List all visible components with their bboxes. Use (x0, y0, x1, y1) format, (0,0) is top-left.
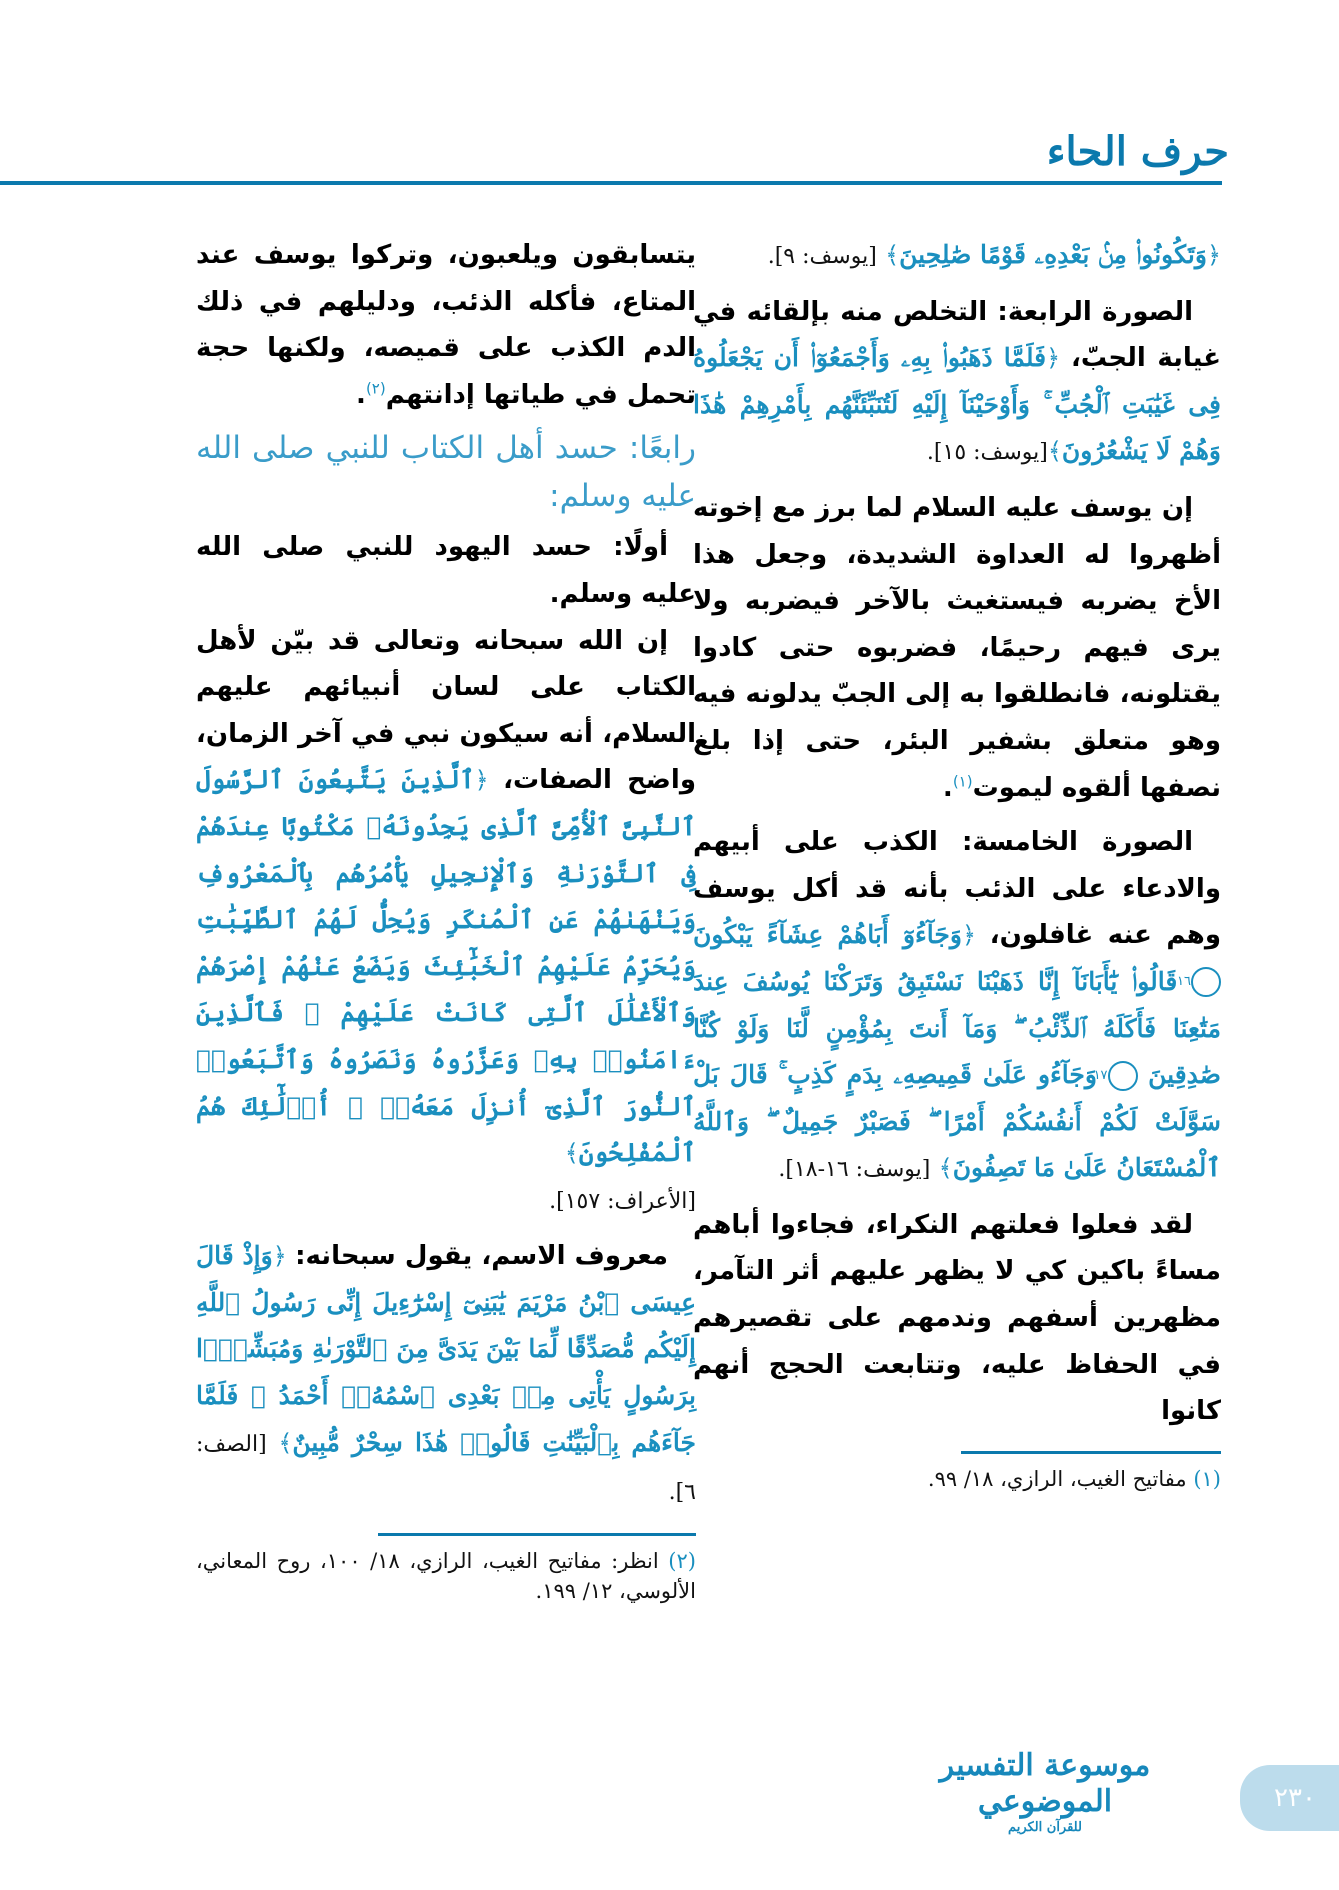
right-column (693, 232, 1221, 1494)
verse-reference: [يوسف: ١٦-١٨]. (778, 1157, 931, 1183)
paragraph-end: . (942, 772, 953, 803)
ornament-close-icon: ﴾ (885, 241, 900, 269)
verse-reference: [يوسف: ١٥]. (926, 440, 1048, 466)
paragraph (196, 232, 696, 418)
quran-verse: وَجَآءُوٓ أَبَاهُمْ عِشَآءً يَبْكُونَ (693, 920, 962, 950)
footnote-text: مفاتيح الغيب، الرازي، ١٨/ ٩٩. (927, 1466, 1187, 1491)
ornament-open-icon: ﴿ (272, 1242, 287, 1271)
ayah-number-icon: ١٧ (1108, 1061, 1138, 1091)
quran-verse: وَجَآءُو عَلَىٰ قَمِيصِهِۦ بِدَمٍ كَذِبٍ ۚ قَالَ بَلْ سَوَّلَتْ لَكُمْ أَنفُسُكُمْ أَمْرًا ۖ فَصَبْرٌ جَمِيلٌ ۖ وَٱللَّهُ ٱلْمُسْتَعَانُ عَلَىٰ مَا تَصِفُونَ (693, 1060, 1221, 1183)
footnote-number: (١) (1193, 1466, 1221, 1491)
verse-reference: [الصف: ٦]. (196, 1431, 696, 1506)
ornament-open-icon: ﴿ (961, 921, 977, 950)
footnote (693, 1464, 1221, 1494)
logo-subtitle: للقرآن الكريم (1008, 1820, 1082, 1835)
paragraph-lead: الصورة الرابعة: التخلص منه بإلقائه في غيابة الجبّ، (693, 296, 1221, 374)
subheading: أولًا: حسد اليهود للنبي صلى الله عليه وسلم. (196, 532, 696, 609)
ornament-close-icon: ﴾ (278, 1428, 293, 1457)
footnote-number: (٢) (668, 1548, 696, 1573)
verse-reference: [الأعراف: ١٥٧]. (549, 1188, 696, 1214)
quran-verse: وَإِذْ قَالَ عِيسَى ٱبْنُ مَرْيَمَ يَٰبَنِىٓ إِسْرَٰٓءِيلَ إِنِّى رَسُولُ ٱللَّهِ إِلَيْكُم مُّصَدِّقًا لِّمَا بَيْنَ يَدَىَّ مِنَ ٱلتَّوْرَىٰةِ وَمُبَشِّرًۢا بِرَسُولٍ يَأْتِى مِنۢ بَعْدِى ٱسْمُهُۥٓ أَحْمَدُ ۖ فَلَمَّا جَآءَهُم بِٱلْبَيِّنَٰتِ قَالُوا۟ هَٰذَا سِحْرٌ مُّبِينٌ (196, 1241, 697, 1457)
chapter-title: حرف الحاء (1046, 128, 1229, 175)
logo-title: موسوعة التفسير الموضوعي (939, 1748, 1151, 1819)
footnote-marker[interactable]: (٢) (365, 379, 386, 398)
paragraph (693, 819, 1221, 1194)
ornament-close-icon: ﴾ (564, 1139, 579, 1168)
paragraph-end: . (356, 379, 366, 410)
footnote (196, 1546, 696, 1606)
paragraph-text: يتسابقون ويلعبون، وتركوا يوسف عند المتاع، فأكله الذئب، ودليلهم في ذلك الدم الكذب على قميصه، ولكنها حجة تحمل في طياتها إدانتهم (196, 240, 696, 410)
ornament-close-icon: ﴾ (1047, 437, 1062, 466)
paragraph (196, 1233, 696, 1517)
paragraph-text: إن يوسف عليه السلام لما برز مع إخوته أظهروا له العداوة الشديدة، وجعل هذا الأخ يضربه فيستغيث بالآخر فيضربه ولا يرى فيهم رحيمًا، فضربوه حتى كادوا يقتلونه، فانطلقوا به إلى الجبّ يدلونه فيه وهو متعلق بشفير البئر، حتى إذا بلغ نصفها ألقوه ليموت (693, 492, 1221, 803)
quran-verse: قَالُوا۟ يَٰٓأَبَانَآ إِنَّا ذَهَبْنَا نَسْتَبِقُ وَتَرَكْنَا يُوسُفَ عِندَ مَتَٰعِنَا فَأَكَلَهُ ٱلذِّئْبُ ۖ وَمَآ أَنتَ بِمُؤْمِنٍ لَّنَا وَلَوْ كُنَّا صَٰدِقِينَ (693, 966, 1222, 1090)
footnote-divider (961, 1451, 1221, 1454)
paragraph (196, 1177, 696, 1226)
footnote-divider (378, 1533, 696, 1536)
paragraph (693, 289, 1221, 477)
paragraph-text: إن الله سبحانه وتعالى قد بيّن لأهل الكتاب على لسان أنبيائهم عليهم السلام، أنه سيكون نبي في آخر الزمان، واضح الصفات، (196, 625, 697, 796)
paragraph (693, 232, 1221, 281)
paragraph-text: لقد فعلوا فعلتهم النكراء، فجاءوا أباهم مساءً باكين كي لا يظهر عليهم أثر التآمر، مظهرين أسفهم وندمهم على تقصيرهم في الحفاظ عليه، وتتابعت الحجج أنهم كانوا (693, 1209, 1221, 1427)
ornament-close-icon: ﴾ (938, 1154, 953, 1183)
left-column (196, 232, 696, 1606)
ornament-open-icon: ﴿ (1046, 344, 1061, 373)
quran-verse: وَتَكُونُوا۟ مِنۢ بَعْدِهِۦ قَوْمًا صَٰلِحِينَ (899, 240, 1207, 269)
paragraph-lead: معروف الاسم، يقول سبحانه: (295, 1241, 668, 1272)
footnote-marker[interactable]: (١) (952, 771, 973, 790)
paragraph-lead: الصورة الخامسة: الكذب على أبيهم والادعاء على الذئب بأنه قد أكل يوسف وهم عنه غافلون، (693, 827, 1221, 951)
paragraph (196, 618, 696, 1177)
paragraph (693, 1202, 1221, 1435)
page-number-badge: ٢٣٠ (1240, 1765, 1339, 1831)
ayah-number-icon: ١٦ (1191, 967, 1221, 997)
ornament-open-icon: ﴿ (1206, 241, 1221, 269)
header-rule (0, 181, 1222, 185)
ornament-open-icon: ﴿ (474, 766, 489, 795)
section-heading: رابعًا: حسد أهل الكتاب للنبي صلى الله عليه وسلم: (196, 430, 696, 515)
paragraph (693, 485, 1221, 811)
quran-verse: فَلَمَّا ذَهَبُوا۟ بِهِۦ وَأَجْمَعُوٓا۟ أَن يَجْعَلُوهُ فِى غَيَٰبَتِ ٱلْجُبِّ ۚ وَأَوْحَيْنَآ إِلَيْهِ لَتُنَبِّئَنَّهُم بِأَمْرِهِمْ هَٰذَا وَهُمْ لَا يَشْعُرُونَ (693, 343, 1221, 466)
quran-verse: ٱلَّذِينَ يَتَّبِعُونَ ٱلرَّسُولَ ٱلنَّبِىَّ ٱلْأُمِّىَّ ٱلَّذِى يَجِدُونَهُۥ مَكْتُوبًا عِندَهُمْ فِى ٱلتَّوْرَىٰةِ وَٱلْإِنجِيلِ يَأْمُرُهُم بِٱلْمَعْرُوفِ وَيَنْهَىٰهُمْ عَنِ ٱلْمُنكَرِ وَيُحِلُّ لَهُمُ ٱلطَّيِّبَٰتِ وَيُحَرِّمُ عَلَيْهِمُ ٱلْخَبَٰٓئِثَ وَيَضَعُ عَنْهُمْ إِصْرَهُمْ وَٱلْأَغْلَٰلَ ٱلَّتِى كَانَتْ عَلَيْهِمْ ۚ فَٱلَّذِينَ ءَامَنُوا۟ بِهِۦ وَعَزَّرُوهُ وَنَصَرُوهُ وَٱتَّبَعُوا۟ ٱلنُّورَ ٱلَّذِىٓ أُنزِلَ مَعَهُۥٓ ۙ أُو۟لَٰٓئِكَ هُمُ ٱلْمُفْلِحُونَ (196, 765, 696, 1168)
footnote-text: انظر: مفاتيح الغيب، الرازي، ١٨/ ١٠٠، روح المعاني، الألوسي، ١٢/ ١٩٩. (196, 1548, 696, 1603)
verse-reference: [يوسف: ٩]. (767, 244, 877, 269)
encyclopedia-logo (930, 1748, 1160, 1836)
